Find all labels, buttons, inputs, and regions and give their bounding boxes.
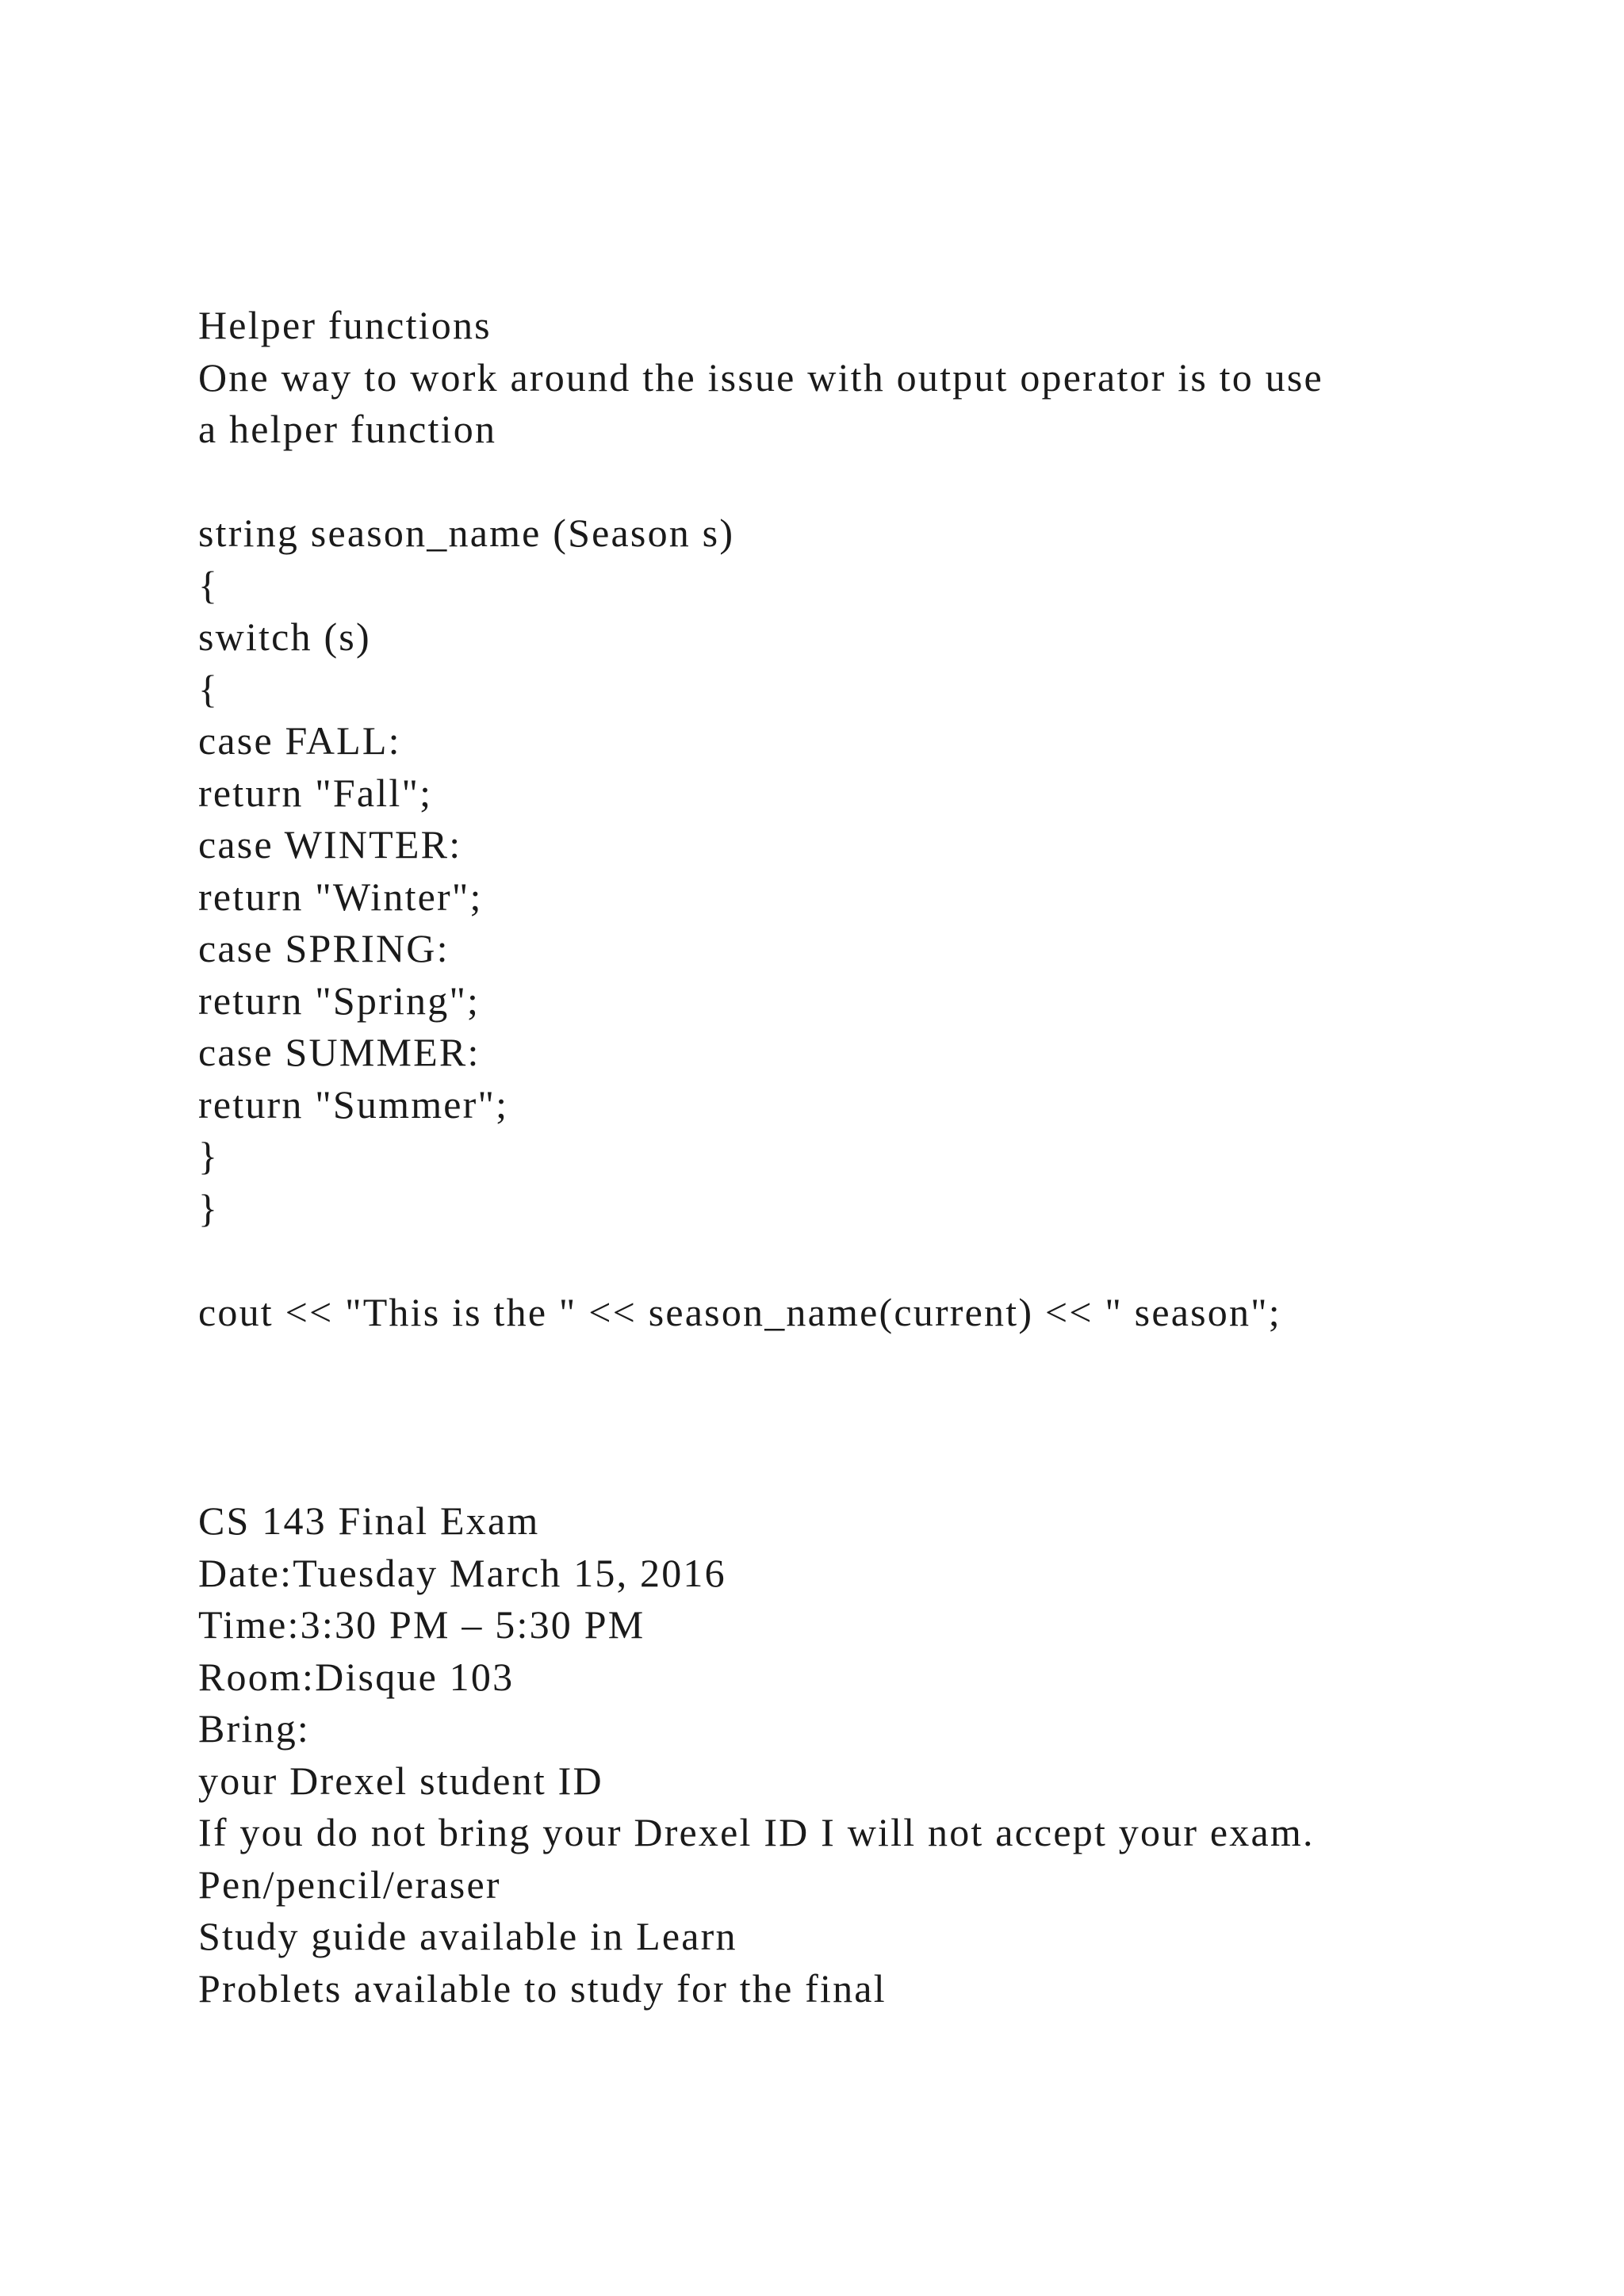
code-line: case WINTER: [198, 822, 462, 867]
code-line: case SUMMER: [198, 1030, 481, 1074]
exam-date: Date:Tuesday March 15, 2016 [198, 1550, 726, 1595]
exam-time: Time:3:30 PM – 5:30 PM [198, 1602, 645, 1647]
helper-functions-section [198, 300, 1546, 1338]
study-guide-note: Study guide available in Learn [198, 1914, 737, 1958]
code-line: case SPRING: [198, 926, 450, 970]
exam-title: CS 143 Final Exam [198, 1498, 540, 1543]
exam-room: Room:Disque 103 [198, 1654, 515, 1699]
bring-item: Pen/pencil/eraser [198, 1862, 501, 1907]
code-line: return "Fall"; [198, 770, 433, 815]
code-line: return "Winter"; [198, 874, 483, 919]
blank-line [198, 456, 1546, 508]
code-line: case FALL: [198, 718, 401, 763]
bring-item: your Drexel student ID [198, 1758, 603, 1803]
cout-statement: cout << "This is the " << season_name(current) << " season"; [198, 1289, 1281, 1334]
intro-text-line: a helper function [198, 407, 497, 451]
problets-note: Problets available to study for the final [198, 1965, 887, 2011]
code-line: string season_name (Season s) [198, 511, 735, 555]
code-line: } [198, 1134, 220, 1178]
blank-line [198, 1234, 1546, 1287]
final-exam-section [198, 1495, 1546, 2015]
code-line: return "Spring"; [198, 978, 481, 1023]
code-line: switch (s) [198, 614, 371, 659]
bring-item: If you do not bring your Drexel ID I will not accept your exam. [198, 1810, 1315, 1854]
code-line: { [198, 562, 220, 607]
bring-label: Bring: [198, 1706, 310, 1751]
section-heading: Helper functions [198, 303, 492, 347]
intro-text-line: One way to work around the issue with output operator is to use [198, 354, 1323, 400]
code-line: return "Summer"; [198, 1081, 509, 1127]
code-line: } [198, 1185, 220, 1230]
code-line: { [198, 666, 220, 711]
